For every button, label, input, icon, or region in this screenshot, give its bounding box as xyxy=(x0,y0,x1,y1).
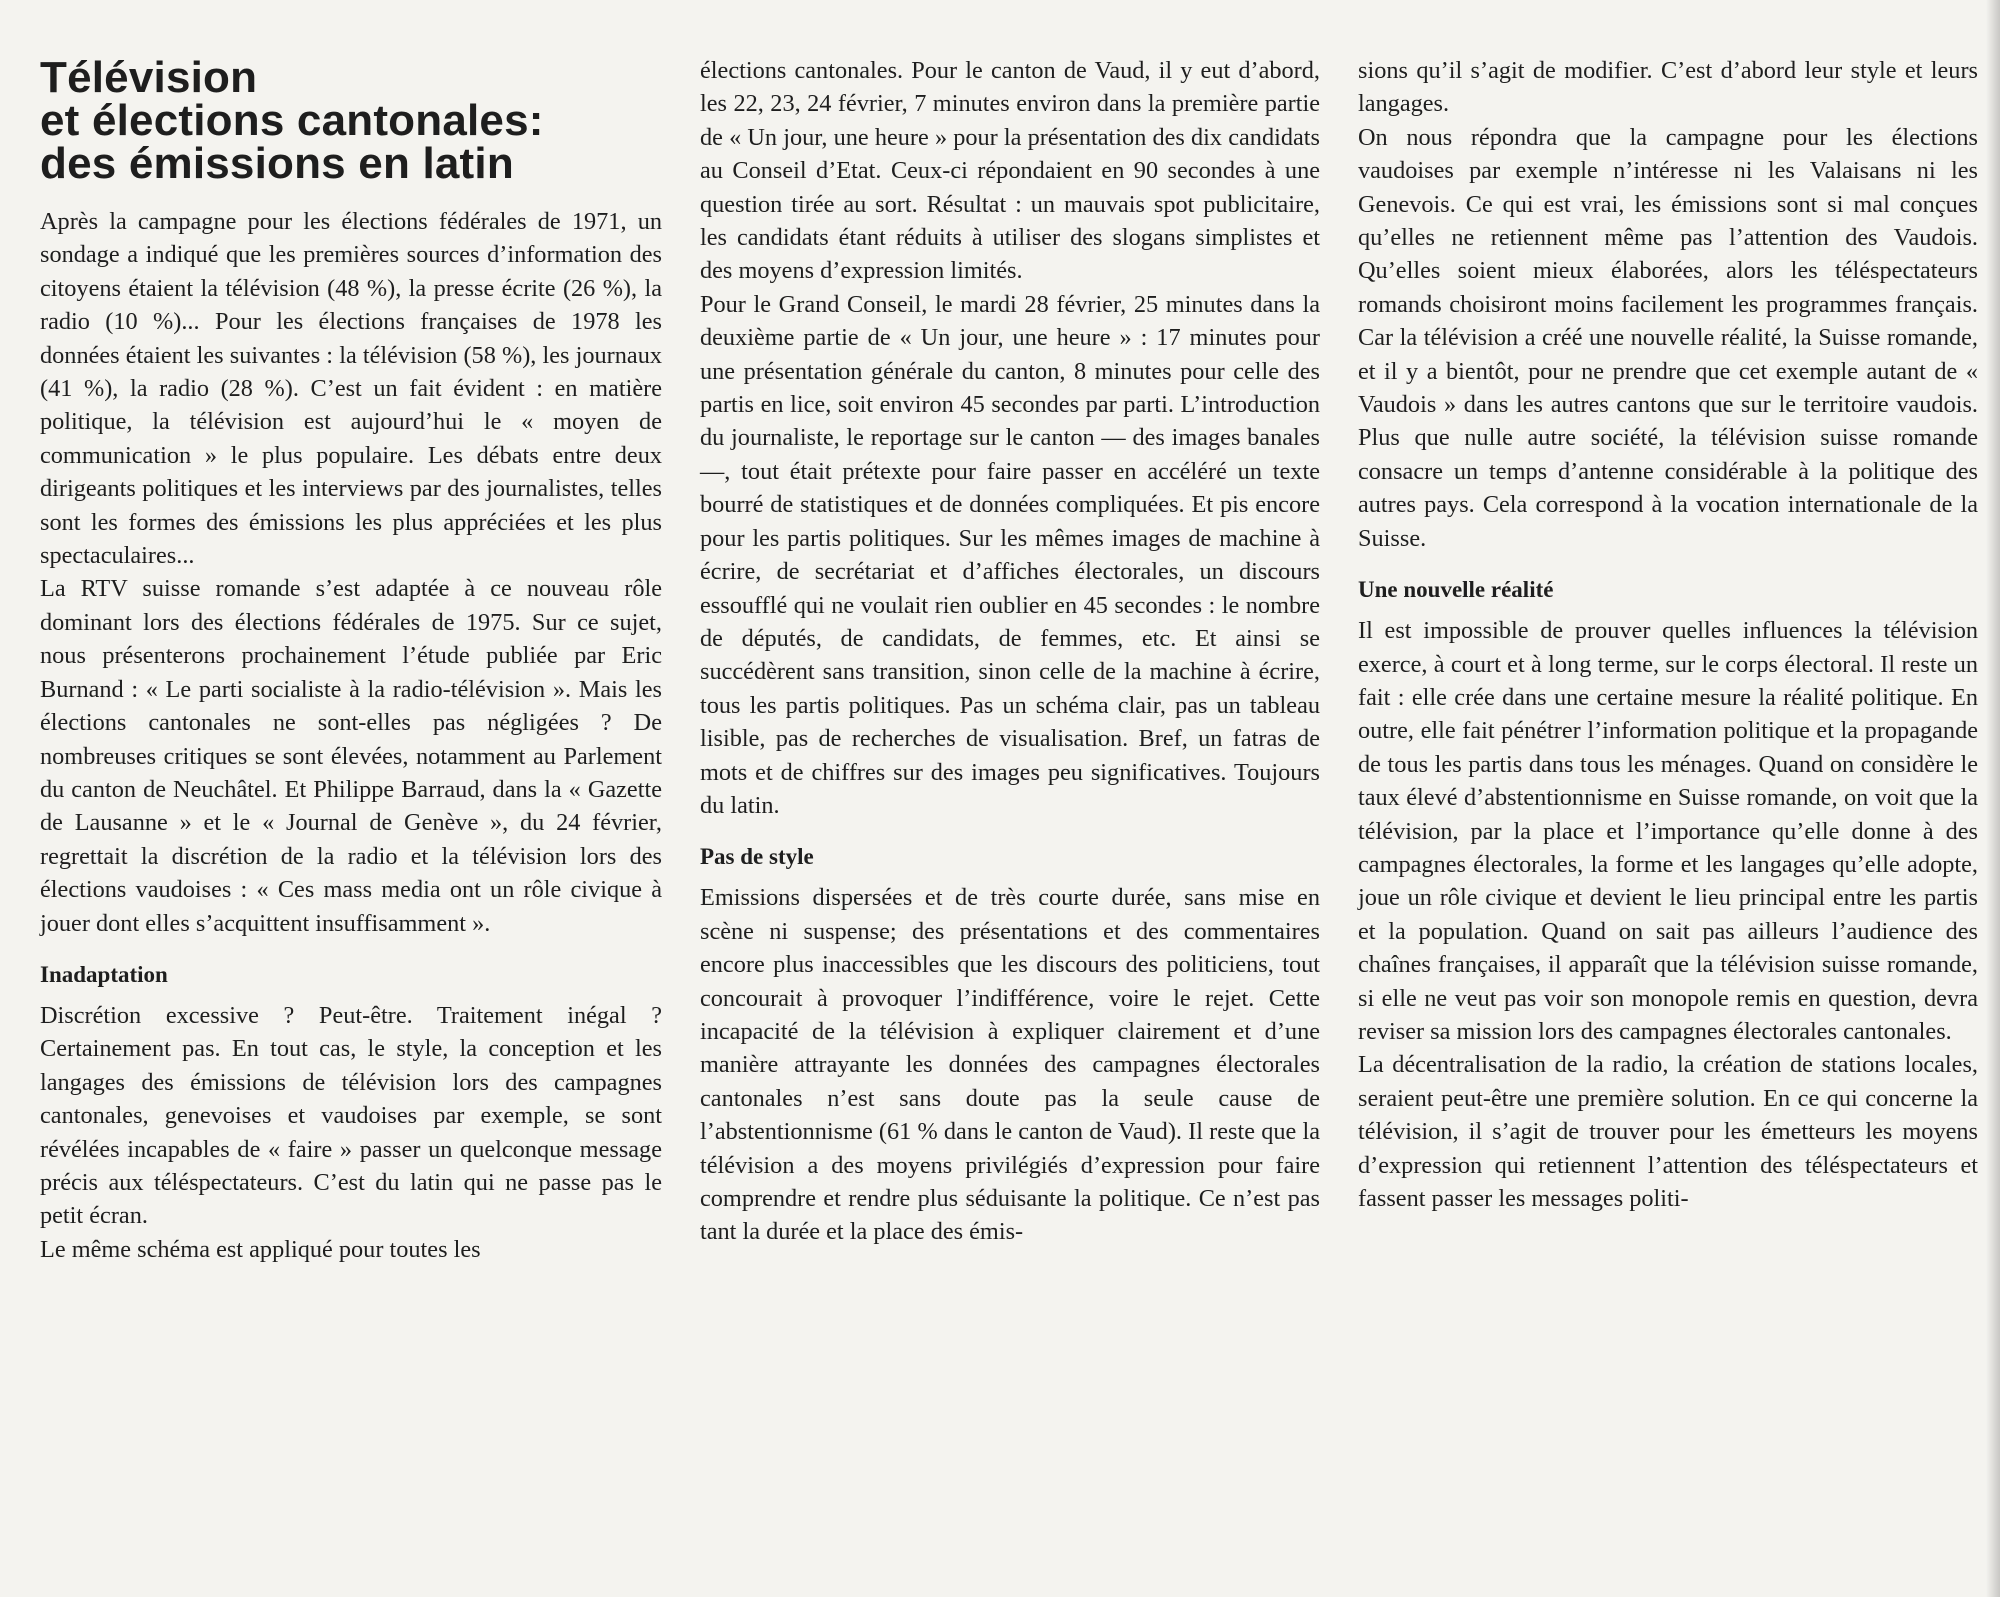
paragraph: On nous répondra que la campagne pour les élections vaudoises par exemple n’intéresse ni les Valaisans ni les Genevois. Ce qui est vrai, les émissions sont si mal conçues qu’elles ne retiennent même pas l’attention des Vaudois. Qu’elles soient mieux élaborées, alors les téléspectateurs romands choisiront moins facilement les programmes français. Car la télévision a créé une nouvelle réalité, la Suisse romande, et il y a bientôt, pour ne prendre que cet exemple autant de « Vaudois » dans les autres cantons que sur le territoire vaudois. Plus que nulle autre société, la télévision suisse romande consacre un temps d’antenne considérable à la politique des autres pays. Cela correspond à la vocation internationale de la Suisse. xyxy=(1358,123,1978,552)
paragraph: élections cantonales. Pour le canton de Vaud, il y eut d’abord, les 22, 23, 24 février, 7 minutes environ dans la première partie de « Un jour, une heure » pour la présentation des dix candidats au Conseil d’Etat. Ceux-ci répondaient en 90 secondes à une question tirée au sort. Résultat : un mauvais spot publicitaire, les candidats étant réduits à utiliser des slogans simplistes et des moyens d’expression limités. xyxy=(700,57,1320,285)
section-heading-inadaptation: Inadaptation xyxy=(40,961,168,987)
column-2 xyxy=(700,54,1320,1249)
headline-line-1: Télévision xyxy=(40,53,258,102)
paragraph: Le même schéma est appliqué pour toutes les xyxy=(40,1235,481,1263)
paragraph: Emissions dispersées et de très courte durée, sans mise en scène ni suspense; des présentations et des commentaires encore plus inaccessibles que les discours des politiciens, tout concourait à provoquer l’indifférence, voire le rejet. Cette incapacité de la télévision à expliquer clairement et d’une manière attrayante les données des campagnes électorales cantonales n’est sans doute pas la seule cause de l’abstentionnisme (61 % dans le canton de Vaud). Il reste que la télévision a des moyens privilégiés d’expression pour faire comprendre et rendre plus séduisante la politique. Ce n’est pas tant la durée et la place des émis- xyxy=(700,884,1320,1246)
paragraph: Discrétion excessive ? Peut-être. Traitement inégal ? Certainement pas. En tout cas, le style, la conception et les langages des émissions de télévision lors des campagnes cantonales, genevoises et vaudoises par exemple, se sont révélées incapables de « faire » passer un quelconque message précis aux téléspectateurs. C’est du latin qui ne passe pas le petit écran. xyxy=(40,1001,662,1230)
section-heading-nouvelle-realite: Une nouvelle réalité xyxy=(1358,577,1554,603)
article-headline xyxy=(40,53,662,188)
paragraph: Il est impossible de prouver quelles influences la télévision exerce, à court et à long terme, sur le corps électoral. Il reste un fait : elle crée dans une certaine mesure la réalité politique. En outre, elle fait pénétrer l’information politique et la propagande de tous les partis dans tous les ménages. Quand on considère le taux élevé d’abstentionnisme en Suisse romande, on voit que la télévision, par la place et l’importance qu’elle donne à des campagnes électorales, la forme et les langages qu’elle adopte, joue un rôle civique et devient le lieu principal entre les partis et la population. Quand on sait pas ailleurs l’audience des chaînes françaises, il apparaît que la télévision suisse romande, si elle ne veut pas voir son monopole remis en question, devra reviser sa mission lors des campagnes électorales cantonales. xyxy=(1358,617,1978,1045)
paragraph: La décentralisation de la radio, la création de stations locales, seraient peut-être une première solution. En ce qui concerne la télévision, il s’agit de trouver pour les émetteurs les moyens d’expression qui retiennent l’attention des téléspectateurs et fassent passer les messages politi- xyxy=(1358,1051,1978,1212)
column-3 xyxy=(1358,54,1978,1215)
section-heading-pas-de-style: Pas de style xyxy=(700,844,814,870)
column-1 xyxy=(40,52,662,1266)
paragraph: La RTV suisse romande s’est adaptée à ce nouveau rôle dominant lors des élections fédérales de 1975. Sur ce sujet, nous présenterons prochainement l’étude publiée par Eric Burnand : « Le parti socialiste à la radio-télévision ». Mais les élections cantonales ne sont-elles pas négligées ? De nombreuses critiques se sont élevées, notamment au Parlement du canton de Neuchâtel. Et Philippe Barraud, dans la « Gazette de Lausanne » et le « Journal de Genève », du 24 février, regrettait la discrétion de la radio et la télévision lors des élections vaudoises : « Ces mass media ont un rôle civique à jouer dont elles s’acquittent insuffisamment ». xyxy=(40,575,662,937)
paragraph: Après la campagne pour les élections fédérales de 1971, un sondage a indiqué que les premières sources d’information des citoyens étaient la télévision (48 %), la presse écrite (26 %), la radio (10 %)... Pour les élections françaises de 1978 les données étaient les suivantes : la télévision (58 %), les journaux (41 %), la radio (28 %). C’est un fait évident : en matière politique, la télévision est aujourd’hui le « moyen de communication » le plus populaire. Les débats entre deux dirigeants politiques et les interviews par des journalistes, telles sont les formes des émissions les plus appréciées et les plus spectaculaires... xyxy=(40,208,662,570)
paragraph: sions qu’il s’agit de modifier. C’est d’abord leur style et leurs langages. xyxy=(1358,57,1978,118)
headline-line-3: des émissions en latin xyxy=(40,139,514,188)
page-binding-shadow xyxy=(1986,0,2000,1597)
headline-line-2: et élections cantonales: xyxy=(40,96,544,145)
paragraph: Pour le Grand Conseil, le mardi 28 février, 25 minutes dans la deuxième partie de « Un jour, une heure » : 17 minutes pour une présentation générale du canton, 8 minutes pour celle des partis en lice, soit environ 45 secondes par parti. L’introduction du journaliste, le reportage sur le canton — des images banales —, tout était prétexte pour faire passer en accéléré un texte bourré de statistiques et de données compliquées. Et pis encore pour les partis politiques. Sur les mêmes images de machine à écrire, de secrétariat et d’affiches électorales, un discours essoufflé qui ne voulait rien oublier en 45 secondes : le nombre de députés, de candidats, de femmes, etc. Et ainsi se succédèrent sans transition, sinon celle de la machine à écrire, tous les partis politiques. Pas un schéma clair, pas un tableau lisible, pas de recherches de visualisation. Bref, un fatras de mots et de chiffres sur des images peu significatives. Toujours du latin. xyxy=(700,290,1320,819)
